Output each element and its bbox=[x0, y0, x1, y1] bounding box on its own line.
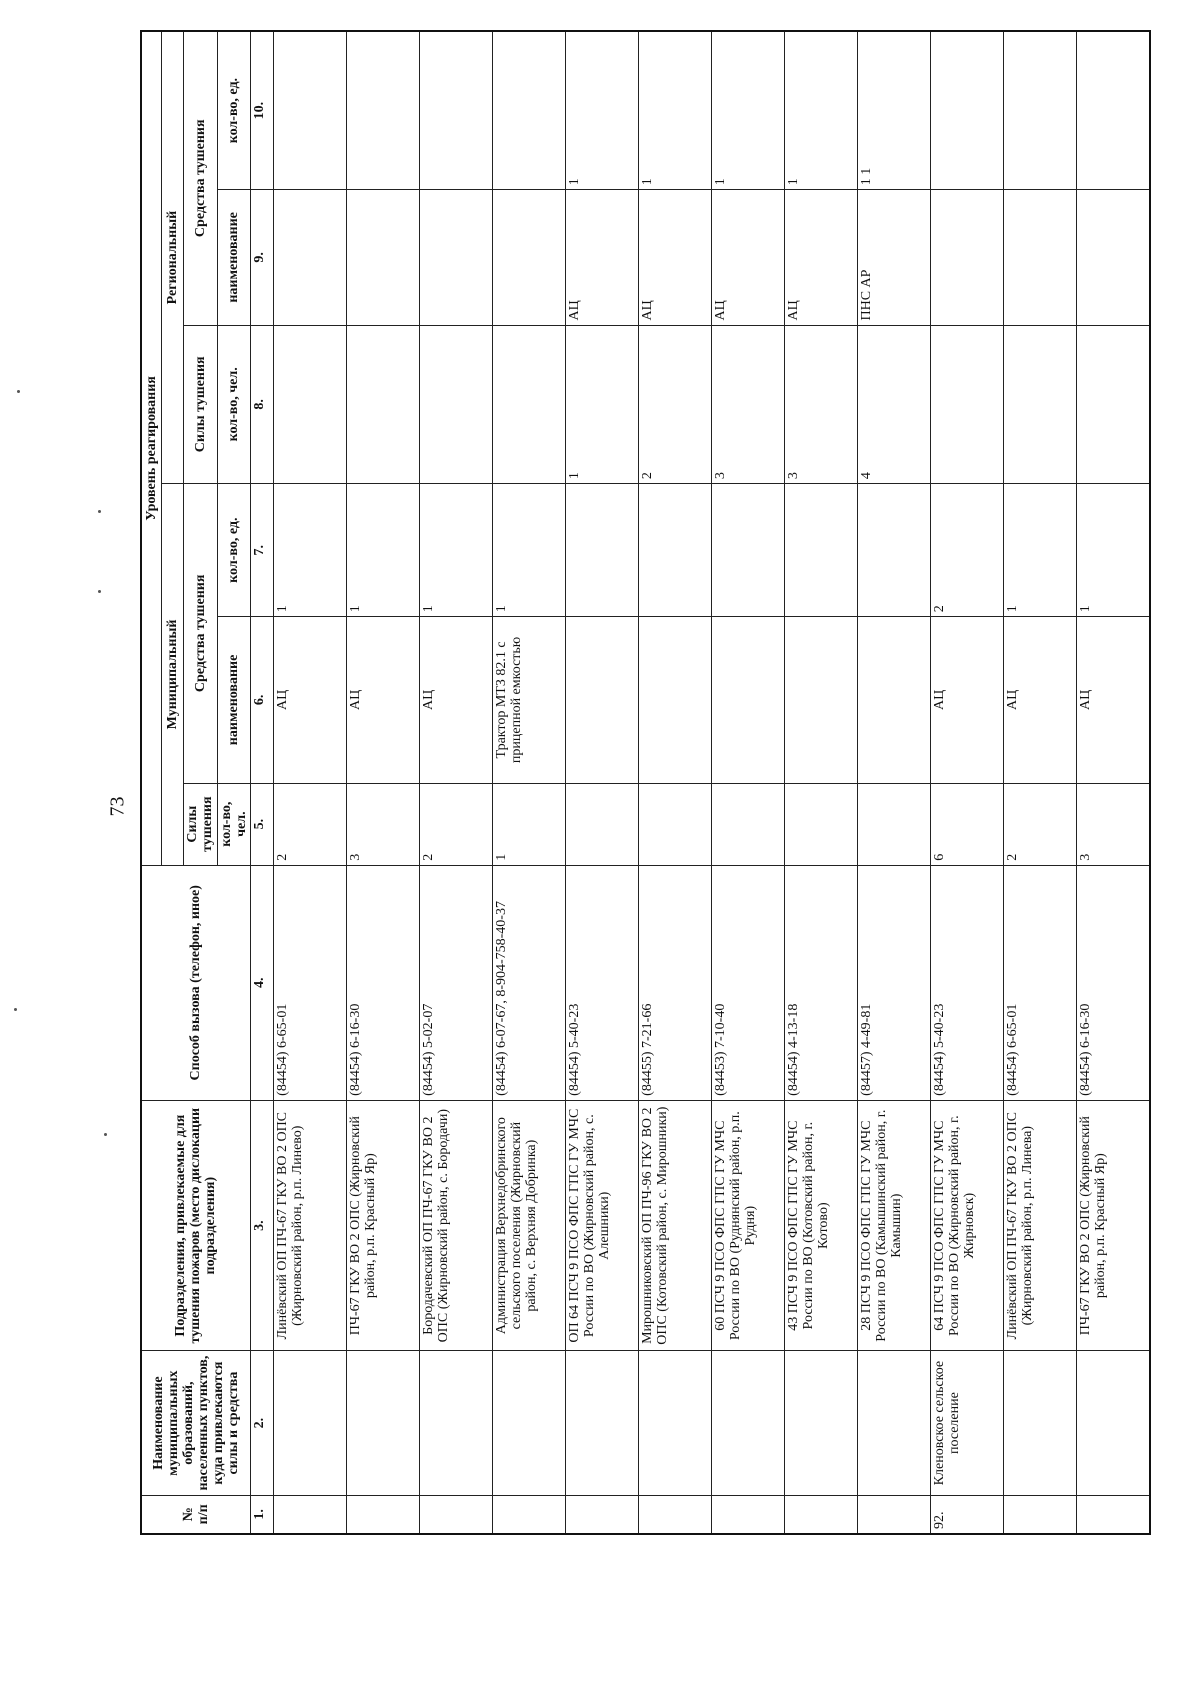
municipal-forces-qty bbox=[638, 783, 711, 865]
municipal-means-name bbox=[785, 617, 858, 783]
column-number: 2. bbox=[250, 1351, 273, 1495]
scan-speck bbox=[104, 1133, 107, 1136]
regional-means-name bbox=[346, 190, 419, 325]
regional-means-name bbox=[1004, 190, 1077, 325]
municipal-means-qty bbox=[858, 484, 931, 617]
municipal-forces-qty: 2 bbox=[1004, 783, 1077, 865]
scan-speck bbox=[98, 590, 101, 593]
call-method: (84454) 5-02-07 bbox=[419, 865, 492, 1100]
regional-means-name bbox=[1077, 190, 1150, 325]
regional-means-name bbox=[273, 190, 346, 325]
regional-means-name bbox=[492, 190, 565, 325]
call-method: (84457) 4-49-81 bbox=[858, 865, 931, 1100]
municipal-means-name: АЦ bbox=[419, 617, 492, 783]
unit-name: ПЧ-67 ГКУ ВО 2 ОПС (Жирновский район, р.п. Красный Яр) bbox=[346, 1100, 419, 1351]
municipal-means-name bbox=[711, 617, 784, 783]
header-municipality: Наименование муниципальных образований, населенных пунктов, куда привлекаются силы и средства bbox=[141, 1351, 250, 1495]
table-row bbox=[711, 31, 784, 1534]
municipal-means-qty: 1 bbox=[1077, 484, 1150, 617]
regional-forces-qty: 3 bbox=[785, 325, 858, 484]
column-number: 4. bbox=[250, 865, 273, 1100]
municipal-means-name bbox=[565, 617, 638, 783]
column-number: 7. bbox=[250, 484, 273, 617]
municipal-forces-qty bbox=[785, 783, 858, 865]
header-qty-people: кол-во, чел. bbox=[217, 325, 250, 484]
header-unit: Подразделения, привлекаемые для тушения пожаров (место дислокации подразделения) bbox=[141, 1100, 250, 1351]
header-municipal-forces: Силы тушения bbox=[183, 783, 217, 865]
municipal-forces-qty: 3 bbox=[346, 783, 419, 865]
municipal-forces-qty: 1 bbox=[492, 783, 565, 865]
rotated-page bbox=[140, 30, 1151, 1535]
regional-means-qty bbox=[419, 31, 492, 190]
scan-speck bbox=[17, 390, 20, 393]
regional-forces-qty: 4 bbox=[858, 325, 931, 484]
regional-means-qty bbox=[346, 31, 419, 190]
municipal-means-qty bbox=[785, 484, 858, 617]
table-row bbox=[419, 31, 492, 1534]
call-method: (84454) 4-13-18 bbox=[785, 865, 858, 1100]
regional-means-qty bbox=[1077, 31, 1150, 190]
municipality-name bbox=[638, 1351, 711, 1495]
municipality-name bbox=[711, 1351, 784, 1495]
row-number bbox=[346, 1495, 419, 1534]
municipal-means-name: АЦ bbox=[1004, 617, 1077, 783]
unit-name: ПЧ-67 ГКУ ВО 2 ОПС (Жирновский район, р.п. Красный Яр) bbox=[1077, 1100, 1150, 1351]
regional-means-name: АЦ bbox=[638, 190, 711, 325]
call-method: (84454) 5-40-23 bbox=[565, 865, 638, 1100]
municipality-name: Кленовское сельское поселение bbox=[931, 1351, 1004, 1495]
header-name: наименование bbox=[217, 617, 250, 783]
regional-means-qty bbox=[931, 31, 1004, 190]
row-number bbox=[785, 1495, 858, 1534]
unit-name: 60 ПСЧ 9 ПСО ФПС ГПС ГУ МЧС России по ВО (Руднянский район, р.п. Рудня) bbox=[711, 1100, 784, 1351]
header-municipal: Муниципальный bbox=[161, 484, 183, 866]
regional-means-name bbox=[419, 190, 492, 325]
regional-means-qty: 1 1 bbox=[858, 31, 931, 190]
column-number: 8. bbox=[250, 325, 273, 484]
regional-forces-qty bbox=[492, 325, 565, 484]
row-number bbox=[1004, 1495, 1077, 1534]
regional-means-qty: 1 bbox=[638, 31, 711, 190]
regional-means-qty: 1 bbox=[785, 31, 858, 190]
municipal-means-name: АЦ bbox=[1077, 617, 1150, 783]
table-row bbox=[1077, 31, 1150, 1534]
municipal-means-qty bbox=[638, 484, 711, 617]
call-method: (84455) 7-21-66 bbox=[638, 865, 711, 1100]
regional-means-qty bbox=[1004, 31, 1077, 190]
header-qty-units: кол-во, ед. bbox=[217, 31, 250, 190]
header-regional: Региональный bbox=[161, 31, 183, 484]
municipal-forces-qty: 2 bbox=[273, 783, 346, 865]
call-method: (84454) 6-16-30 bbox=[1077, 865, 1150, 1100]
row-number bbox=[419, 1495, 492, 1534]
municipality-name bbox=[858, 1351, 931, 1495]
row-number bbox=[1077, 1495, 1150, 1534]
municipal-means-name: АЦ bbox=[346, 617, 419, 783]
unit-name: Линёвский ОП ПЧ-67 ГКУ ВО 2 ОПС (Жирновский район, р.п. Линево) bbox=[273, 1100, 346, 1351]
regional-means-qty: 1 bbox=[711, 31, 784, 190]
column-number: 10. bbox=[250, 31, 273, 190]
municipality-name bbox=[492, 1351, 565, 1495]
regional-means-name bbox=[931, 190, 1004, 325]
municipal-means-qty: 1 bbox=[1004, 484, 1077, 617]
row-number: 92. bbox=[931, 1495, 1004, 1534]
municipality-name bbox=[419, 1351, 492, 1495]
municipal-means-qty: 1 bbox=[419, 484, 492, 617]
regional-means-name: АЦ bbox=[785, 190, 858, 325]
call-method: (84454) 6-65-01 bbox=[273, 865, 346, 1100]
call-method: (84454) 6-16-30 bbox=[346, 865, 419, 1100]
call-method: (84454) 6-65-01 bbox=[1004, 865, 1077, 1100]
unit-name: 28 ПСЧ 9 ПСО ФПС ГПС ГУ МЧС России по ВО (Камышинский район, г. Камышин) bbox=[858, 1100, 931, 1351]
regional-means-name: АЦ bbox=[565, 190, 638, 325]
call-method: (84454) 6-07-67, 8-904-758-40-37 bbox=[492, 865, 565, 1100]
header-regional-means: Средства тушения bbox=[183, 31, 217, 325]
municipal-means-qty: 2 bbox=[931, 484, 1004, 617]
regional-forces-qty bbox=[273, 325, 346, 484]
municipal-means-qty: 1 bbox=[492, 484, 565, 617]
municipal-means-qty: 1 bbox=[273, 484, 346, 617]
row-number bbox=[858, 1495, 931, 1534]
call-method: (84453) 7-10-40 bbox=[711, 865, 784, 1100]
header-municipal-means: Средства тушения bbox=[183, 484, 217, 783]
table-row bbox=[565, 31, 638, 1534]
table-row bbox=[858, 31, 931, 1534]
regional-forces-qty bbox=[419, 325, 492, 484]
regional-means-name: АЦ bbox=[711, 190, 784, 325]
table-row bbox=[1004, 31, 1077, 1534]
row-number bbox=[492, 1495, 565, 1534]
municipal-means-name: АЦ bbox=[931, 617, 1004, 783]
scan-speck bbox=[14, 1008, 17, 1011]
regional-forces-qty bbox=[1004, 325, 1077, 484]
unit-name: 64 ПСЧ 9 ПСО ФПС ГПС ГУ МЧС России по ВО (Жирновский район, г. Жирновск) bbox=[931, 1100, 1004, 1351]
municipal-forces-qty: 6 bbox=[931, 783, 1004, 865]
unit-name: Администрация Верхнедобринского сельского поселения (Жирновский район, с. Верхняя Добринка) bbox=[492, 1100, 565, 1351]
municipal-means-name: Трактор МТЗ 82.1 с прицепной емкостью bbox=[492, 617, 565, 783]
municipal-forces-qty bbox=[565, 783, 638, 865]
municipality-name bbox=[1077, 1351, 1150, 1495]
municipal-forces-qty bbox=[858, 783, 931, 865]
regional-means-qty bbox=[492, 31, 565, 190]
municipality-name bbox=[1004, 1351, 1077, 1495]
header-regional-forces: Силы тушения bbox=[183, 325, 217, 484]
table-row bbox=[785, 31, 858, 1534]
header-call-method: Способ вызова (телефон, иное) bbox=[141, 865, 250, 1100]
table-row bbox=[931, 31, 1004, 1534]
table-row bbox=[273, 31, 346, 1534]
regional-forces-qty: 3 bbox=[711, 325, 784, 484]
regional-forces-qty bbox=[346, 325, 419, 484]
regional-means-qty bbox=[273, 31, 346, 190]
regional-forces-qty bbox=[931, 325, 1004, 484]
column-number: 3. bbox=[250, 1100, 273, 1351]
call-method: (84454) 5-40-23 bbox=[931, 865, 1004, 1100]
header-qty-units: кол-во, ед. bbox=[217, 484, 250, 617]
unit-name: 43 ПСЧ 9 ПСО ФПС ГПС ГУ МЧС России по ВО (Котовский район, г. Котово) bbox=[785, 1100, 858, 1351]
header-qty-people: кол-во, чел. bbox=[217, 783, 250, 865]
table-row bbox=[638, 31, 711, 1534]
municipal-means-name bbox=[858, 617, 931, 783]
municipal-means-qty: 1 bbox=[346, 484, 419, 617]
column-number: 9. bbox=[250, 190, 273, 325]
municipal-means-qty bbox=[711, 484, 784, 617]
table-row bbox=[346, 31, 419, 1534]
row-number bbox=[638, 1495, 711, 1534]
municipal-forces-qty bbox=[711, 783, 784, 865]
regional-forces-qty bbox=[1077, 325, 1150, 484]
municipal-means-qty bbox=[565, 484, 638, 617]
unit-name: ОП 64 ПСЧ 9 ПСО ФПС ГПС ГУ МЧС России по ВО (Жирновский район, с. Алешники) bbox=[565, 1100, 638, 1351]
unit-name: Мирошниковский ОП ПЧ-96 ГКУ ВО 2 ОПС (Котовский район, с. Мирошники) bbox=[638, 1100, 711, 1351]
column-number: 5. bbox=[250, 783, 273, 865]
page-number: 73 bbox=[106, 796, 129, 817]
unit-name: Бородачевский ОП ПЧ-67 ГКУ ВО 2 ОПС (Жирновский район, с. Бородачи) bbox=[419, 1100, 492, 1351]
row-number bbox=[273, 1495, 346, 1534]
regional-forces-qty: 1 bbox=[565, 325, 638, 484]
municipality-name bbox=[273, 1351, 346, 1495]
regional-means-name: ПНС АР bbox=[858, 190, 931, 325]
column-number: 1. bbox=[250, 1495, 273, 1534]
municipal-means-name: АЦ bbox=[273, 617, 346, 783]
fire-response-table bbox=[140, 30, 1151, 1535]
municipality-name bbox=[565, 1351, 638, 1495]
municipal-forces-qty: 3 bbox=[1077, 783, 1150, 865]
municipality-name bbox=[785, 1351, 858, 1495]
municipality-name bbox=[346, 1351, 419, 1495]
regional-forces-qty: 2 bbox=[638, 325, 711, 484]
row-number bbox=[565, 1495, 638, 1534]
header-name: наименование bbox=[217, 190, 250, 325]
header-no: № п/п bbox=[141, 1495, 250, 1534]
scan-speck bbox=[98, 510, 101, 513]
table-row bbox=[492, 31, 565, 1534]
municipal-means-name bbox=[638, 617, 711, 783]
header-response-level: Уровень реагирования bbox=[141, 31, 161, 865]
unit-name: Линёвский ОП ПЧ-67 ГКУ ВО 2 ОПС (Жирновский район, р.п. Линева) bbox=[1004, 1100, 1077, 1351]
column-number: 6. bbox=[250, 617, 273, 783]
municipal-forces-qty: 2 bbox=[419, 783, 492, 865]
row-number bbox=[711, 1495, 784, 1534]
regional-means-qty: 1 bbox=[565, 31, 638, 190]
